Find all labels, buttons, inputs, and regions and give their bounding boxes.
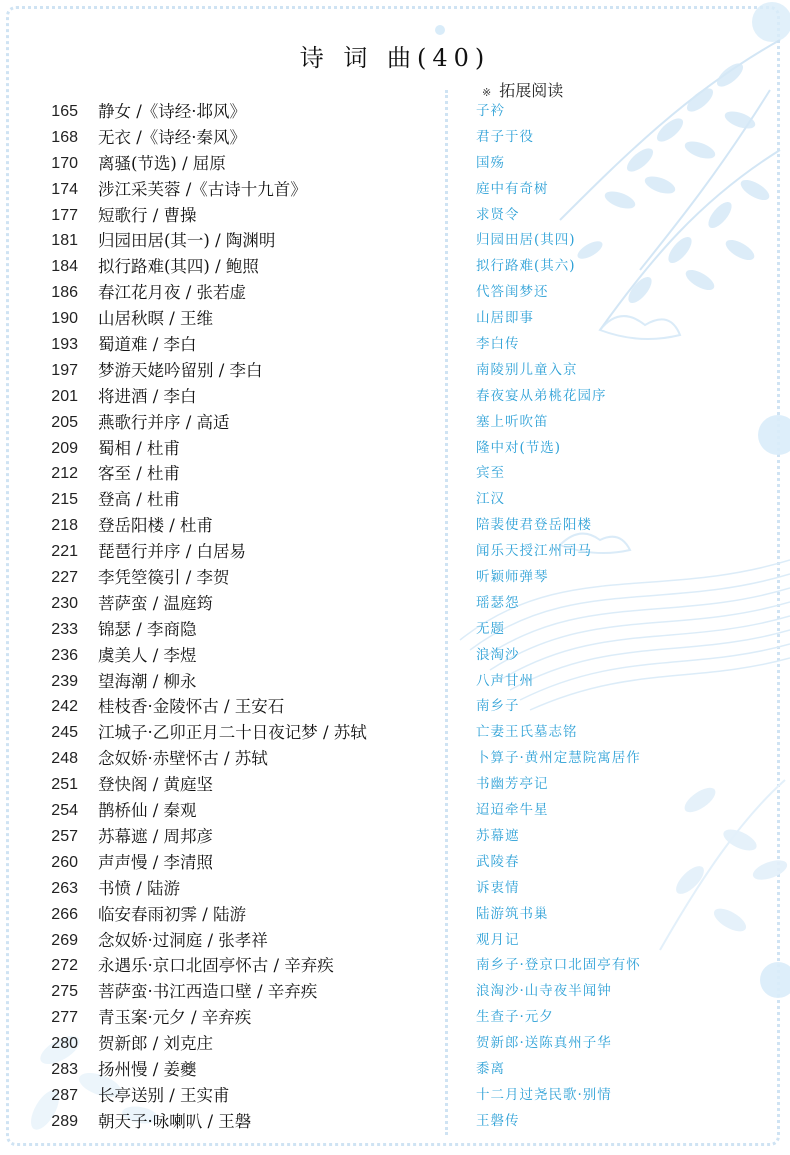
- toc-row: [0, 203, 790, 229]
- toc-row: [0, 410, 790, 436]
- poem-title-author[interactable]: 念奴娇·过洞庭 / 张孝祥: [98, 930, 268, 950]
- toc-row: [0, 746, 790, 772]
- poem-title-author[interactable]: 书愤 / 陆游: [98, 878, 181, 898]
- page-number: 289: [51, 1112, 78, 1130]
- extension-reading-item[interactable]: 无题: [476, 620, 505, 637]
- extension-reading-item[interactable]: 亡妻王氏墓志铭: [476, 724, 578, 741]
- poem-title-author[interactable]: 临安春雨初霁 / 陆游: [98, 904, 247, 924]
- poem-title-author[interactable]: 归园田居(其一) / 陶渊明: [98, 231, 276, 251]
- poem-title-author[interactable]: 蜀相 / 杜甫: [98, 438, 181, 458]
- page-number: 248: [51, 750, 78, 768]
- extension-reading-item[interactable]: 贺新郎·送陈真州子华: [476, 1035, 612, 1052]
- toc-row: [0, 824, 790, 850]
- extension-reading-item[interactable]: 黍离: [476, 1060, 505, 1077]
- extension-reading-item[interactable]: 武陵春: [476, 853, 520, 870]
- page-number: 287: [51, 1086, 78, 1104]
- toc-row: [0, 798, 790, 824]
- page-number: 280: [51, 1035, 78, 1053]
- poem-title-author[interactable]: 鹊桥仙 / 秦观: [98, 801, 197, 821]
- poem-title-author[interactable]: 离骚(节选) / 屈原: [98, 153, 226, 173]
- extension-reading-item[interactable]: 庭中有奇树: [476, 180, 549, 197]
- toc-row: [0, 953, 790, 979]
- page-number: 275: [51, 983, 78, 1001]
- page-number: 260: [51, 853, 78, 871]
- extension-reading-item[interactable]: 闻乐天授江州司马: [476, 543, 592, 560]
- extension-reading-item[interactable]: 李白传: [476, 336, 520, 353]
- extension-reading-item[interactable]: 拟行路难(其六): [476, 258, 576, 275]
- toc-row: [0, 332, 790, 358]
- extension-reading-item[interactable]: 南乡子·登京口北固亭有怀: [476, 957, 641, 974]
- page-number: 242: [51, 698, 78, 716]
- page-number: 245: [51, 724, 78, 742]
- poem-title-author[interactable]: 贺新郎 / 刘克庄: [98, 1034, 214, 1054]
- extension-reading-item[interactable]: 宾至: [476, 465, 505, 482]
- page-number: 193: [51, 336, 78, 354]
- extension-reading-item[interactable]: 陆游筑书巢: [476, 905, 549, 922]
- page-number: 215: [51, 491, 78, 509]
- poem-title-author[interactable]: 青玉案·元夕 / 辛弃疾: [98, 1008, 252, 1028]
- toc-row: [0, 876, 790, 902]
- poem-title-author[interactable]: 江城子·乙卯正月二十日夜记梦 / 苏轼: [98, 723, 367, 743]
- poem-title-author[interactable]: 锦瑟 / 李商隐: [98, 619, 197, 639]
- toc-row: [0, 565, 790, 591]
- toc-row: [0, 228, 790, 254]
- extension-reading-item[interactable]: 南陵别儿童入京: [476, 361, 578, 378]
- extension-reading-item[interactable]: 代答闺梦还: [476, 284, 549, 301]
- extension-reading-item[interactable]: 迢迢牵牛星: [476, 802, 549, 819]
- extension-reading-item[interactable]: 诉衷情: [476, 879, 520, 896]
- page-number: 230: [51, 594, 78, 612]
- poem-title-author[interactable]: 无衣 /《诗经·秦风》: [98, 127, 247, 147]
- page-number: 283: [51, 1060, 78, 1078]
- page-number: 254: [51, 802, 78, 820]
- poem-title-author[interactable]: 登快阁 / 黄庭坚: [98, 775, 214, 795]
- poem-title-author[interactable]: 念奴娇·赤壁怀古 / 苏轼: [98, 749, 268, 769]
- extension-reading-item[interactable]: 苏幕遮: [476, 827, 520, 844]
- toc-row: [0, 1083, 790, 1109]
- extension-reading-item[interactable]: 浪淘沙·山寺夜半闻钟: [476, 983, 612, 1000]
- toc-row: [0, 280, 790, 306]
- page-number: 266: [51, 905, 78, 923]
- toc-row: [0, 99, 790, 125]
- extension-reading-item[interactable]: 求贤令: [476, 206, 520, 223]
- poem-title-author[interactable]: 蜀道难 / 李白: [98, 335, 197, 355]
- toc-row: [0, 669, 790, 695]
- poem-title-author[interactable]: 菩萨蛮·书江西造口壁 / 辛弃疾: [98, 982, 318, 1002]
- toc-row: [0, 254, 790, 280]
- poem-title-author[interactable]: 短歌行 / 曹操: [98, 205, 197, 225]
- extension-reading-item[interactable]: 山居即事: [476, 310, 534, 327]
- page-number: 212: [51, 465, 78, 483]
- extension-reading-item[interactable]: 君子于役: [476, 128, 534, 145]
- poem-title-author[interactable]: 梦游天姥吟留别 / 李白: [98, 360, 263, 380]
- page-number: 184: [51, 258, 78, 276]
- toc-row: [0, 1005, 790, 1031]
- poem-title-author[interactable]: 登高 / 杜甫: [98, 490, 181, 510]
- extension-reading-item[interactable]: 听颖师弹琴: [476, 569, 549, 586]
- extension-reading-item[interactable]: 归园田居(其四): [476, 232, 576, 249]
- toc-row: [0, 125, 790, 151]
- poem-title-author[interactable]: 望海潮 / 柳永: [98, 671, 197, 691]
- toc-row: [0, 772, 790, 798]
- page-number: 174: [51, 180, 78, 198]
- page-number: 181: [51, 232, 78, 250]
- toc-row: [0, 436, 790, 462]
- toc-row: [0, 643, 790, 669]
- extension-reading-item[interactable]: 陪裴使君登岳阳楼: [476, 517, 592, 534]
- extension-reading-item[interactable]: 八声甘州: [476, 672, 534, 689]
- extension-reading-item[interactable]: 江汉: [476, 491, 505, 508]
- poem-title-author[interactable]: 燕歌行并序 / 高适: [98, 412, 230, 432]
- poem-title-author[interactable]: 苏幕遮 / 周邦彦: [98, 826, 214, 846]
- page-number: 209: [51, 439, 78, 457]
- poem-title-author[interactable]: 将进酒 / 李白: [98, 386, 197, 406]
- page-number: 263: [51, 879, 78, 897]
- reference-mark-icon: ※: [482, 86, 492, 99]
- poem-title-author[interactable]: 拟行路难(其四) / 鲍照: [98, 257, 259, 277]
- page-number: 257: [51, 827, 78, 845]
- toc-row: [0, 151, 790, 177]
- extension-reading-item[interactable]: 生查子·元夕: [476, 1009, 554, 1026]
- page-title: 诗 词 曲(40): [299, 44, 491, 72]
- poem-title-author[interactable]: 长亭送别 / 王实甫: [98, 1085, 230, 1105]
- page-number: 239: [51, 672, 78, 690]
- table-of-contents: [0, 99, 790, 1135]
- page-number: 269: [51, 931, 78, 949]
- page-number: 170: [51, 154, 78, 172]
- extension-reading-item[interactable]: 十二月过尧民歌·别情: [476, 1086, 612, 1103]
- poem-title-author[interactable]: 桂枝香·金陵怀古 / 王安石: [98, 697, 285, 717]
- page-number: 165: [51, 103, 78, 120]
- page-number: 205: [51, 413, 78, 431]
- toc-row: [0, 617, 790, 643]
- toc-row: [0, 850, 790, 876]
- extension-reading-item[interactable]: 浪淘沙: [476, 646, 520, 663]
- poem-title-author[interactable]: 李凭箜篌引 / 李贺: [98, 568, 230, 588]
- extension-reading-item[interactable]: 王磐传: [476, 1112, 520, 1129]
- poem-title-author[interactable]: 山居秋暝 / 王维: [98, 309, 214, 329]
- toc-row: [0, 591, 790, 617]
- toc-row: [0, 487, 790, 513]
- toc-row: [0, 720, 790, 746]
- toc-row: [0, 1031, 790, 1057]
- toc-row: [0, 177, 790, 203]
- extension-reading-item[interactable]: 春夜宴从弟桃花园序: [476, 387, 607, 404]
- page-number: 251: [51, 776, 78, 794]
- extension-reading-item[interactable]: 卜算子·黄州定慧院寓居作: [476, 750, 641, 767]
- page-number: 201: [51, 387, 78, 405]
- poem-title-author[interactable]: 涉江采芙蓉 /《古诗十九首》: [98, 179, 307, 199]
- extension-reading-item[interactable]: 书幽芳亭记: [476, 776, 549, 793]
- toc-row: [0, 358, 790, 384]
- extension-reading-item[interactable]: 隆中对(节选): [476, 439, 562, 456]
- poem-title-author[interactable]: 声声慢 / 李清照: [98, 852, 214, 872]
- poem-title-author[interactable]: 静女 /《诗经·邶风》: [98, 102, 247, 121]
- extension-reading-item[interactable]: 国殇: [476, 154, 505, 171]
- toc-row: [0, 1109, 790, 1135]
- poem-title-author[interactable]: 春江花月夜 / 张若虚: [98, 283, 247, 303]
- poem-title-author[interactable]: 虞美人 / 李煜: [98, 645, 197, 665]
- extension-reading-label: 拓展阅读: [499, 81, 564, 100]
- page-number: 277: [51, 1009, 78, 1027]
- extension-reading-item[interactable]: 南乡子: [476, 698, 520, 715]
- toc-row: [0, 384, 790, 410]
- extension-reading-item[interactable]: 塞上听吹笛: [476, 413, 549, 430]
- page-number: 218: [51, 517, 78, 535]
- extension-reading-item[interactable]: 瑶瑟怨: [476, 594, 520, 611]
- page-number: 227: [51, 569, 78, 587]
- toc-row: [0, 1057, 790, 1083]
- extension-reading-item[interactable]: 观月记: [476, 931, 520, 948]
- poem-title-author[interactable]: 客至 / 杜甫: [98, 464, 181, 484]
- toc-row: [0, 928, 790, 954]
- page-number: 233: [51, 620, 78, 638]
- extension-reading-heading: [482, 78, 563, 101]
- page-number: 190: [51, 310, 78, 328]
- toc-row: [0, 461, 790, 487]
- poem-title-author[interactable]: 永遇乐·京口北固亭怀古 / 辛弃疾: [98, 956, 334, 976]
- page-number: 177: [51, 206, 78, 224]
- toc-row: [0, 694, 790, 720]
- page-number: 221: [51, 543, 78, 561]
- page-number: 168: [51, 128, 78, 146]
- poem-title-author[interactable]: 琵琶行并序 / 白居易: [98, 542, 247, 562]
- toc-row: [0, 902, 790, 928]
- page-number: 197: [51, 361, 78, 379]
- poem-title-author[interactable]: 菩萨蛮 / 温庭筠: [98, 593, 214, 613]
- page-number: 272: [51, 957, 78, 975]
- poem-title-author[interactable]: 登岳阳楼 / 杜甫: [98, 516, 214, 536]
- page-number: 236: [51, 646, 78, 664]
- toc-row: [0, 539, 790, 565]
- extension-reading-item[interactable]: 子衿: [476, 103, 505, 119]
- poem-title-author[interactable]: 扬州慢 / 姜夔: [98, 1059, 197, 1079]
- poem-title-author[interactable]: 朝天子·咏喇叭 / 王磐: [98, 1111, 252, 1131]
- toc-row: [0, 513, 790, 539]
- toc-row: [0, 306, 790, 332]
- page-number: 186: [51, 284, 78, 302]
- toc-row: [0, 979, 790, 1005]
